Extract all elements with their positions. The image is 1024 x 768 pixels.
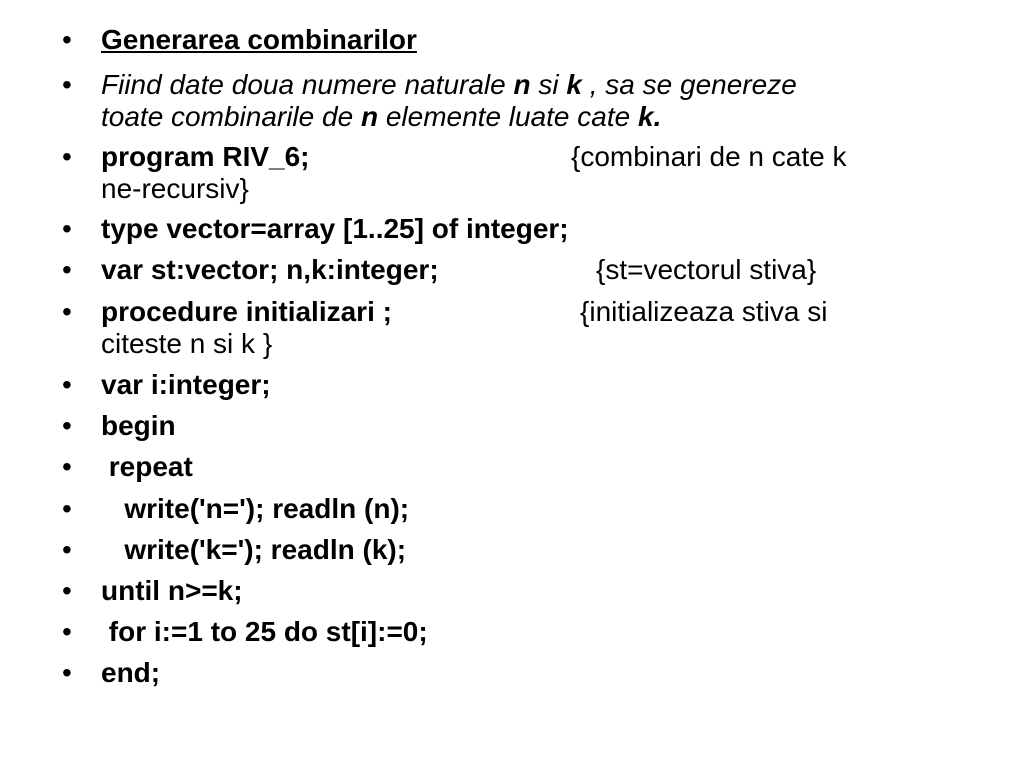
bullet: • xyxy=(62,493,72,524)
procedure-comment-2: citeste n si k } xyxy=(101,328,273,359)
bullet: • xyxy=(62,296,72,327)
bullet: • xyxy=(62,575,72,606)
bullet: • xyxy=(62,369,72,400)
bullet: • xyxy=(62,451,72,482)
bullet: • xyxy=(62,213,72,244)
statement-line-1: Fiind date doua numere naturale n si k , sa se genereze xyxy=(101,69,797,100)
bullet: • xyxy=(62,410,72,441)
bullet: • xyxy=(62,254,72,285)
code-write-n: write('n='); readln (n); xyxy=(101,493,410,524)
code-type: type vector=array [1..25] of integer; xyxy=(101,213,569,244)
bullet: • xyxy=(62,141,72,172)
program-comment-1: {combinari de n cate k xyxy=(571,141,847,172)
bullet: • xyxy=(62,616,72,647)
code-procedure: procedure initializari ; xyxy=(101,296,392,327)
code-begin: begin xyxy=(101,410,176,441)
bullet: • xyxy=(62,69,72,100)
bullet: • xyxy=(62,657,72,688)
code-repeat: repeat xyxy=(101,451,193,482)
code-var: var st:vector; n,k:integer; xyxy=(101,254,439,285)
code-until: until n>=k; xyxy=(101,575,243,606)
code-end: end; xyxy=(101,657,161,688)
code-var-i: var i:integer; xyxy=(101,369,271,400)
code-program: program RIV_6; xyxy=(101,141,310,172)
slide-title: Generarea combinarilor xyxy=(101,24,417,55)
bullet: • xyxy=(62,24,72,55)
procedure-comment-1: {initializeaza stiva si xyxy=(580,296,828,327)
var-comment: {st=vectorul stiva} xyxy=(596,254,817,285)
program-comment-2: ne-recursiv} xyxy=(101,173,249,204)
statement-line-2: toate combinarile de n elemente luate cate k. xyxy=(101,101,662,132)
code-for: for i:=1 to 25 do st[i]:=0; xyxy=(101,616,428,647)
bullet: • xyxy=(62,534,72,565)
code-write-k: write('k='); readln (k); xyxy=(101,534,407,565)
